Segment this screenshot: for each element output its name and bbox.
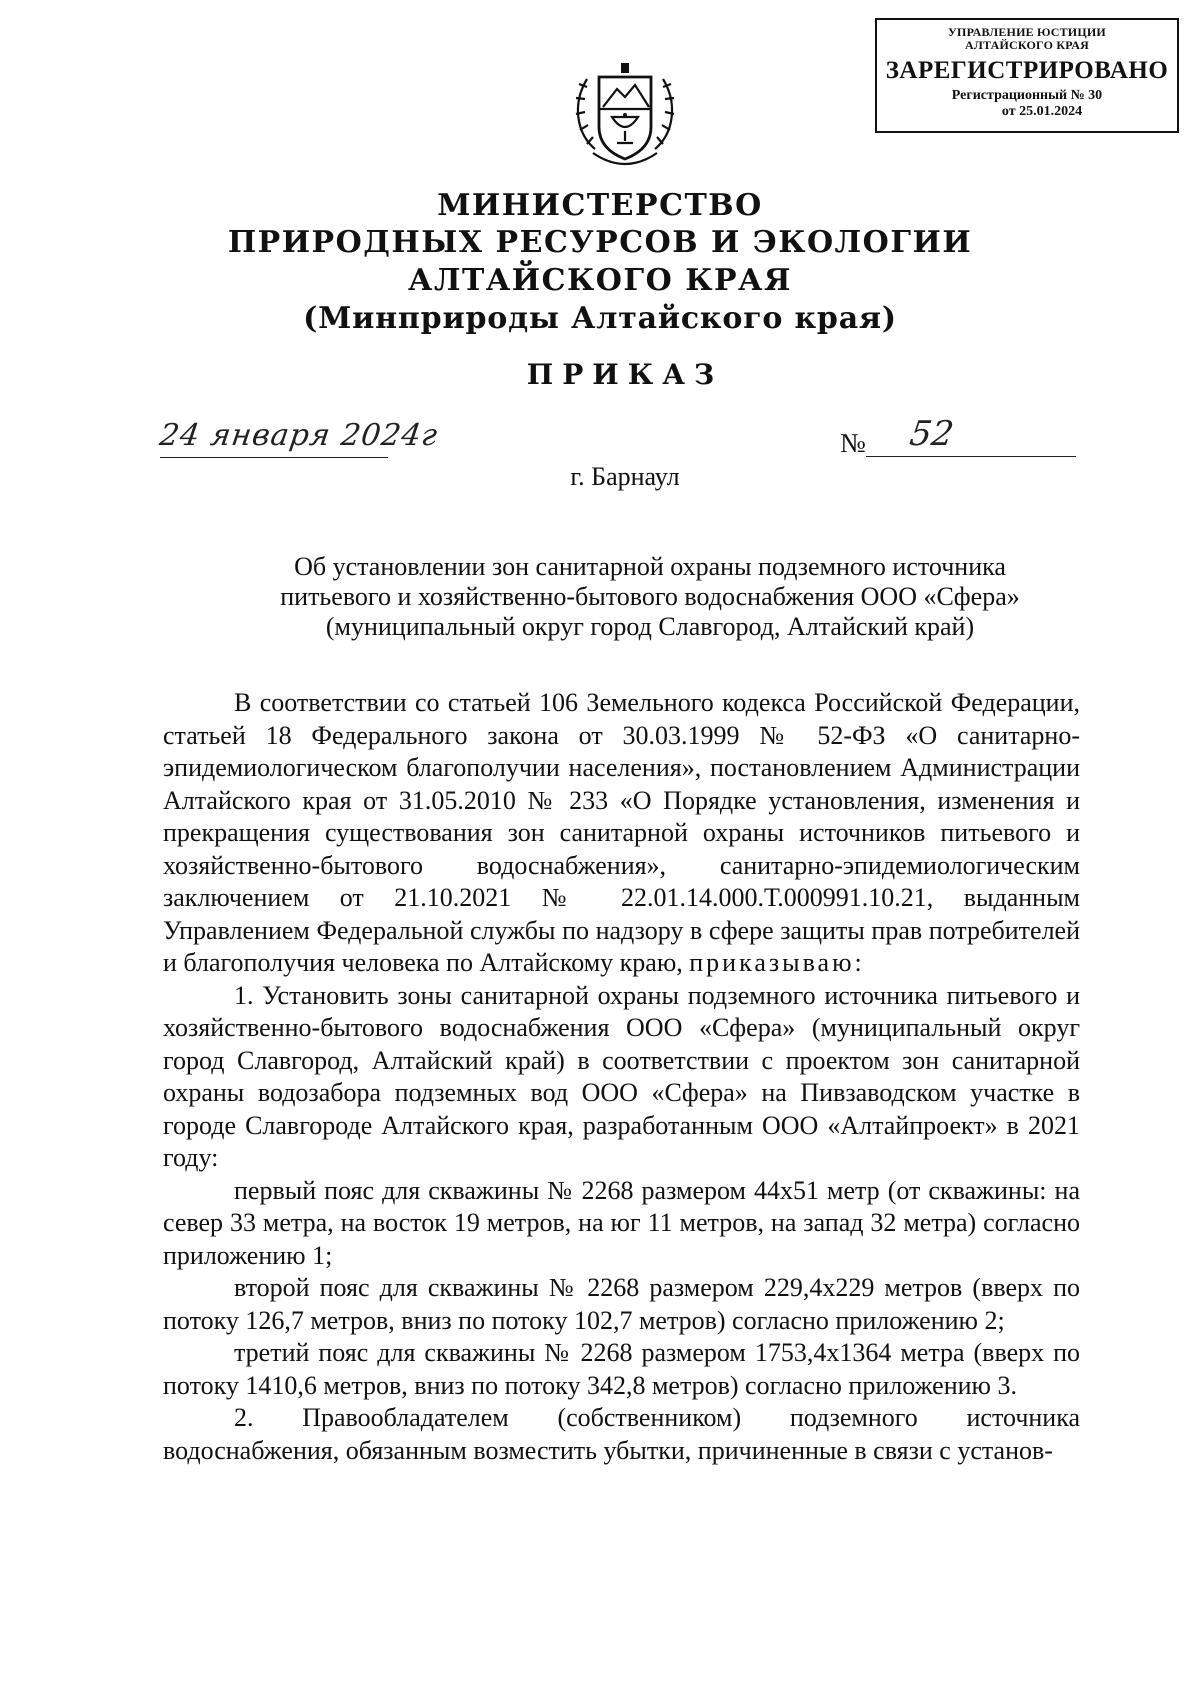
- number-sign: №: [840, 428, 866, 458]
- city: г. Барнаул: [570, 462, 680, 491]
- number-underline: [866, 456, 1076, 457]
- paragraph-1: 1. Установить зоны санитарной охраны подземного источника питьевого и хозяйственно-бытового водоснабжения ООО «Сфера» (муниципальный округ город Славгород, Алтайский край) в соответствии с проектом зон санитарной охраны водозабора подземных вод ООО «Сфера» на Пивзаводском участке в городе Славгороде Алтайского края, разработанным ООО «Алтайпроект» в 2021 году:: [163, 980, 1080, 1172]
- header-line-3: АЛТАЙСКОГО КРАЯ: [408, 263, 792, 298]
- document-body: [163, 687, 1080, 1467]
- order-word: приказываю:: [689, 948, 865, 977]
- date-underline: [160, 457, 388, 458]
- stamp-line-2: АЛТАЙСКОГО КРАЯ: [965, 38, 1089, 52]
- stamp-reg-number: Регистрационный № 30: [951, 88, 1103, 103]
- header-line-1: МИНИСТЕРСТВО: [437, 188, 763, 223]
- preamble-text: В соответствии со статьей 106 Земельного кодекса Российской Федерации, статьей 18 Федерального закона от 30.03.1999 № 52-ФЗ «О санитарно-эпидемиологическом благополучии населения», постановлением Администрации Алтайского края от 31.05.2010 № 233 «О Порядке установления, изменения и прекращения существования зон санитарной охраны источников питьевого и хозяйственно-бытового водоснабжения», санитарно-эпидемиологическим заключением от 21.10.2021 № 22.01.14.000.Т.000991.10.21, выданным Управлением Федеральной службы по надзору в сфере защиты прав потребителей и благополучия человека по Алтайскому краю,: [163, 688, 1080, 977]
- document-type: ПРИКАЗ: [526, 358, 724, 391]
- preamble-paragraph: [163, 687, 1080, 980]
- handwritten-number: 52: [907, 414, 957, 454]
- stamp-registered: ЗАРЕГИСТРИРОВАНО: [885, 57, 1169, 84]
- stamp-reg-date: от 25.01.2024: [1001, 104, 1083, 119]
- subject-line-1: Об установлении зон санитарной охраны подземного источника: [294, 552, 1006, 581]
- coat-of-arms-icon: [565, 57, 685, 181]
- subject-line-3: (муниципальный округ город Славгород, Алтайский край): [325, 612, 975, 641]
- stamp-line-1: УПРАВЛЕНИЕ ЮСТИЦИИ: [948, 25, 1106, 39]
- belt-2-paragraph: второй пояс для скважины № 2268 размером 229,4х229 метров (вверх по потоку 126,7 метров, вниз по потоку 102,7 метров) согласно приложению 2;: [163, 1273, 1080, 1335]
- subject-title: [240, 552, 1060, 642]
- subject-line-2: питьевого и хозяйственно-бытового водоснабжения ООО «Сфера»: [280, 582, 1020, 611]
- belt-3-paragraph: третий пояс для скважины № 2268 размером 1753,4х1364 метра (вверх по потоку 1410,6 метров, вниз по потоку 342,8 метров) согласно приложению 3.: [163, 1338, 1080, 1400]
- header-line-4: (Минприроды Алтайского края): [303, 301, 897, 336]
- registration-stamp: [875, 18, 1179, 133]
- header-line-2: ПРИРОДНЫХ РЕСУРСОВ И ЭКОЛОГИИ: [227, 225, 973, 260]
- belt-1-paragraph: первый пояс для скважины № 2268 размером 44х51 метр (от скважины: на север 33 метра, на восток 19 метров, на юг 11 метров, на запад 32 метра) согласно приложению 1;: [163, 1175, 1080, 1270]
- paragraph-2: 2. Правообладателем (собственником) подземного источника водоснабжения, обязанным возместить убытки, причиненные в связи с установ-: [163, 1403, 1080, 1465]
- handwritten-date: 24 января 2024г: [157, 418, 441, 453]
